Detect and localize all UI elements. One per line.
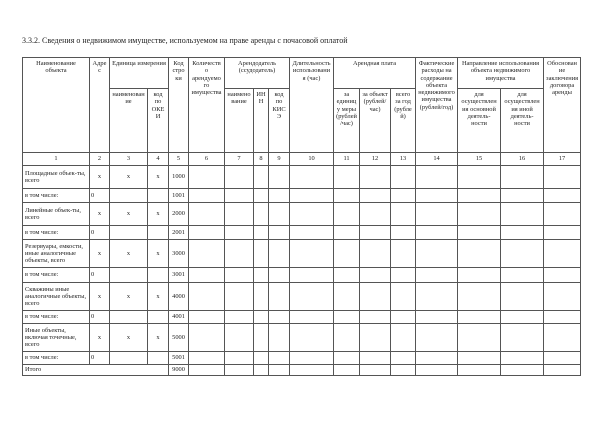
column-number: 14 [416, 153, 458, 166]
empty-cell [254, 268, 269, 283]
unit-name-cell [110, 268, 148, 283]
col-header-unit-name: наименование [110, 89, 148, 153]
address-cell: 0 [90, 226, 110, 240]
empty-cell [458, 352, 501, 365]
table-row-4001 [23, 311, 581, 324]
empty-cell [416, 311, 458, 324]
object-name-cell: в том числе: [23, 189, 90, 203]
empty-cell [391, 240, 416, 268]
empty-cell [290, 268, 334, 283]
col-header-rent-per-unit: за единицу меры (рублей/час) [334, 89, 360, 153]
empty-cell [254, 240, 269, 268]
empty-cell [458, 203, 501, 226]
table-row-total [23, 365, 581, 376]
empty-cell [501, 189, 544, 203]
empty-cell [290, 189, 334, 203]
empty-cell [501, 226, 544, 240]
column-number: 2 [90, 153, 110, 166]
empty-cell [360, 352, 391, 365]
object-name-cell: Иные объекты, включая точечные, всего [23, 324, 90, 352]
empty-cell [416, 240, 458, 268]
line-code-cell: 1000 [169, 166, 189, 189]
empty-cell [334, 324, 360, 352]
line-code-cell: 3000 [169, 240, 189, 268]
column-number: 13 [391, 153, 416, 166]
line-code-cell: 2001 [169, 226, 189, 240]
column-number: 3 [110, 153, 148, 166]
empty-cell [269, 268, 290, 283]
object-name-cell: Резервуары, емкости, иные аналогичные объекты, всего [23, 240, 90, 268]
empty-cell [254, 352, 269, 365]
col-header-line-code: Код строки [169, 58, 189, 153]
empty-cell [391, 189, 416, 203]
col-header-rent-per-year: всего за год (рублей) [391, 89, 416, 153]
empty-cell [334, 352, 360, 365]
empty-cell [334, 189, 360, 203]
unit-okei-cell: x [148, 203, 169, 226]
object-name-cell: Площадные объек-ты, всего [23, 166, 90, 189]
empty-cell [416, 365, 458, 376]
empty-cell [269, 226, 290, 240]
empty-cell [416, 324, 458, 352]
col-header-duration: Длительность использования (час) [290, 58, 334, 153]
column-number: 8 [254, 153, 269, 166]
empty-cell [544, 189, 581, 203]
object-name-cell: Линейные объек-ты, всего [23, 203, 90, 226]
empty-cell [225, 352, 254, 365]
unit-name-cell: x [110, 240, 148, 268]
empty-cell [544, 365, 581, 376]
unit-name-cell: x [110, 166, 148, 189]
empty-cell [458, 226, 501, 240]
line-code-cell: 5001 [169, 352, 189, 365]
col-header-usage-other: для осуществления иной деятель-ности [501, 89, 544, 153]
empty-cell [334, 240, 360, 268]
empty-cell [269, 324, 290, 352]
empty-cell [391, 324, 416, 352]
empty-cell [189, 283, 225, 311]
empty-cell [225, 189, 254, 203]
empty-cell [501, 283, 544, 311]
empty-cell [334, 365, 360, 376]
table-row-2001 [23, 226, 581, 240]
empty-cell [391, 352, 416, 365]
line-code-cell: 4001 [169, 311, 189, 324]
empty-cell [416, 203, 458, 226]
empty-cell [458, 365, 501, 376]
empty-cell [225, 166, 254, 189]
table-row-3000 [23, 240, 581, 268]
empty-cell [501, 203, 544, 226]
col-header-object-name: Наименование объекта [23, 58, 90, 153]
empty-cell [269, 352, 290, 365]
empty-cell [334, 283, 360, 311]
unit-okei-cell [148, 226, 169, 240]
empty-cell [290, 166, 334, 189]
empty-cell [360, 189, 391, 203]
empty-cell [269, 311, 290, 324]
table-row-4000 [23, 283, 581, 311]
empty-cell [501, 324, 544, 352]
empty-cell [225, 226, 254, 240]
empty-cell [501, 240, 544, 268]
empty-cell [544, 166, 581, 189]
empty-cell [189, 226, 225, 240]
empty-cell [458, 166, 501, 189]
empty-cell [544, 203, 581, 226]
empty-cell [189, 189, 225, 203]
empty-cell [189, 203, 225, 226]
table-row-5000 [23, 324, 581, 352]
empty-cell [189, 324, 225, 352]
table-row-1000 [23, 166, 581, 189]
column-number: 17 [544, 153, 581, 166]
empty-cell [544, 352, 581, 365]
empty-cell [360, 166, 391, 189]
address-cell: x [90, 240, 110, 268]
empty-cell [501, 166, 544, 189]
empty-cell [254, 189, 269, 203]
unit-name-cell [110, 352, 148, 365]
empty-cell [501, 268, 544, 283]
empty-cell [544, 283, 581, 311]
col-header-quantity: Количество арендуемого имущества [189, 58, 225, 153]
empty-cell [254, 311, 269, 324]
empty-cell [416, 352, 458, 365]
empty-cell [254, 166, 269, 189]
empty-cell [225, 283, 254, 311]
col-header-rent-per-object: за объект (рублей/час) [360, 89, 391, 153]
line-code-cell: 5000 [169, 324, 189, 352]
column-number: 12 [360, 153, 391, 166]
column-number: 6 [189, 153, 225, 166]
empty-cell [290, 203, 334, 226]
empty-cell [189, 268, 225, 283]
unit-name-cell: x [110, 283, 148, 311]
empty-cell [254, 283, 269, 311]
empty-cell [360, 268, 391, 283]
column-number: 15 [458, 153, 501, 166]
object-name-cell: в том числе: [23, 226, 90, 240]
address-cell: 0 [90, 268, 110, 283]
address-cell: 0 [90, 189, 110, 203]
object-name-cell: в том числе: [23, 268, 90, 283]
col-header-address: Адрес [90, 58, 110, 153]
empty-cell [269, 283, 290, 311]
col-header-lessor-inn: ИНН [254, 89, 269, 153]
empty-cell [334, 311, 360, 324]
column-number: 7 [225, 153, 254, 166]
empty-cell [290, 283, 334, 311]
unit-name-cell [110, 226, 148, 240]
address-cell: 0 [90, 352, 110, 365]
table-row-1001 [23, 189, 581, 203]
col-group-usage: Направление использования объекта недвижимого имущества [458, 58, 544, 89]
unit-okei-cell [148, 352, 169, 365]
empty-cell [391, 226, 416, 240]
empty-cell [225, 268, 254, 283]
empty-cell [501, 311, 544, 324]
empty-cell [391, 311, 416, 324]
unit-name-cell: x [110, 324, 148, 352]
column-number: 10 [290, 153, 334, 166]
empty-cell [501, 365, 544, 376]
line-code-cell: 3001 [169, 268, 189, 283]
empty-cell [416, 189, 458, 203]
empty-cell [416, 226, 458, 240]
empty-cell [225, 324, 254, 352]
column-number: 4 [148, 153, 169, 166]
col-group-lessor: Арендодатель (ссудодатель) [225, 58, 290, 89]
rental-property-table [22, 57, 581, 376]
empty-cell [458, 283, 501, 311]
empty-cell [290, 311, 334, 324]
empty-cell [225, 240, 254, 268]
section-title: 3.3.2. Сведения о недвижимом имуществе, используемом на праве аренды с почасовой оплатой [22, 36, 348, 45]
empty-cell [458, 311, 501, 324]
empty-cell [360, 365, 391, 376]
empty-cell [254, 226, 269, 240]
empty-cell [544, 324, 581, 352]
empty-cell [290, 352, 334, 365]
line-code-cell: 1001 [169, 189, 189, 203]
table-row-5001 [23, 352, 581, 365]
empty-cell [391, 365, 416, 376]
address-cell: x [90, 166, 110, 189]
column-number: 1 [23, 153, 90, 166]
table-row-3001 [23, 268, 581, 283]
empty-cell [189, 365, 225, 376]
object-name-cell: в том числе: [23, 352, 90, 365]
address-cell: x [90, 203, 110, 226]
col-header-unit-okei: код по ОКЕИ [148, 89, 169, 153]
column-number: 9 [269, 153, 290, 166]
column-number-row [23, 153, 581, 166]
table-row-2000 [23, 203, 581, 226]
unit-okei-cell [148, 268, 169, 283]
empty-cell [290, 365, 334, 376]
unit-okei-cell: x [148, 240, 169, 268]
empty-cell [225, 311, 254, 324]
header-row-groups [23, 58, 581, 89]
unit-okei-cell [148, 311, 169, 324]
empty-cell [458, 268, 501, 283]
empty-cell [501, 352, 544, 365]
empty-cell [254, 324, 269, 352]
empty-cell [391, 268, 416, 283]
line-code-cell: 9000 [169, 365, 189, 376]
empty-cell [416, 268, 458, 283]
empty-cell [360, 324, 391, 352]
empty-cell [269, 365, 290, 376]
address-cell: 0 [90, 311, 110, 324]
empty-cell [391, 283, 416, 311]
empty-cell [269, 166, 290, 189]
column-number: 11 [334, 153, 360, 166]
col-header-usage-main: для осуществления основной деятель-ности [458, 89, 501, 153]
empty-cell [189, 311, 225, 324]
line-code-cell: 4000 [169, 283, 189, 311]
empty-cell [269, 189, 290, 203]
empty-cell [189, 352, 225, 365]
unit-okei-cell: x [148, 283, 169, 311]
col-header-justification: Обоснование заключения договора аренды [544, 58, 581, 153]
empty-cell [254, 365, 269, 376]
column-number: 16 [501, 153, 544, 166]
col-header-actual-expenses: Фактические расходы на содержание объекта недвижимого имущества (рублей/год) [416, 58, 458, 153]
empty-cell [360, 311, 391, 324]
empty-cell [391, 166, 416, 189]
empty-cell [269, 240, 290, 268]
empty-cell [225, 365, 254, 376]
empty-cell [544, 311, 581, 324]
empty-cell [458, 240, 501, 268]
unit-name-cell [110, 189, 148, 203]
empty-cell [189, 166, 225, 189]
empty-cell [458, 324, 501, 352]
object-name-cell: в том числе: [23, 311, 90, 324]
empty-cell [189, 240, 225, 268]
empty-cell [254, 203, 269, 226]
total-label-cell: Итого [23, 365, 169, 376]
col-group-rent: Арендная плата [334, 58, 416, 89]
empty-cell [391, 203, 416, 226]
empty-cell [416, 283, 458, 311]
address-cell: x [90, 324, 110, 352]
empty-cell [334, 226, 360, 240]
empty-cell [290, 324, 334, 352]
col-header-lessor-kise: код по КИСЭ [269, 89, 290, 153]
empty-cell [290, 226, 334, 240]
column-number: 5 [169, 153, 189, 166]
col-group-unit: Единица измерения [110, 58, 169, 89]
empty-cell [360, 240, 391, 268]
empty-cell [360, 203, 391, 226]
empty-cell [544, 226, 581, 240]
col-header-lessor-name: наименование [225, 89, 254, 153]
empty-cell [334, 268, 360, 283]
address-cell: x [90, 283, 110, 311]
empty-cell [334, 166, 360, 189]
object-name-cell: Скважины иные аналогичные объекты, всего [23, 283, 90, 311]
unit-name-cell: x [110, 203, 148, 226]
empty-cell [334, 203, 360, 226]
line-code-cell: 2000 [169, 203, 189, 226]
empty-cell [290, 240, 334, 268]
unit-okei-cell: x [148, 324, 169, 352]
empty-cell [360, 283, 391, 311]
unit-okei-cell [148, 189, 169, 203]
empty-cell [269, 203, 290, 226]
empty-cell [225, 203, 254, 226]
empty-cell [544, 268, 581, 283]
empty-cell [544, 240, 581, 268]
unit-okei-cell: x [148, 166, 169, 189]
empty-cell [458, 189, 501, 203]
empty-cell [416, 166, 458, 189]
unit-name-cell [110, 311, 148, 324]
empty-cell [360, 226, 391, 240]
